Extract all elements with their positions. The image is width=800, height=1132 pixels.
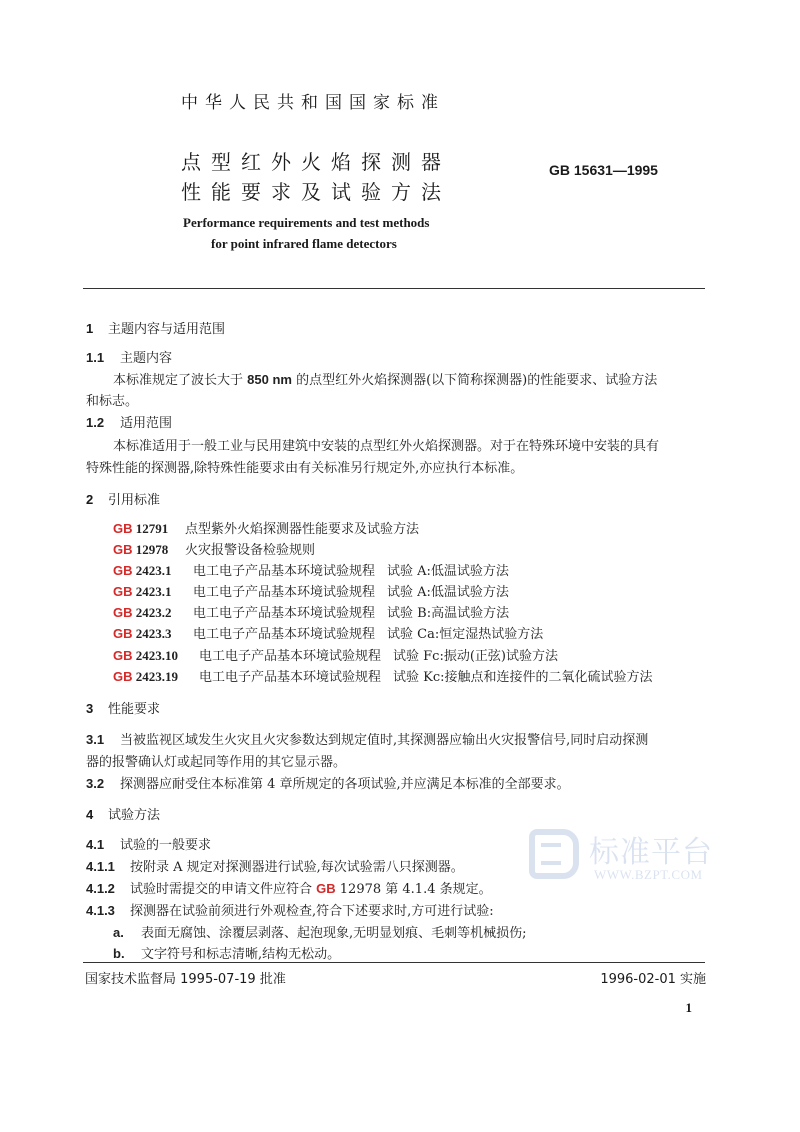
reference-row: [113, 623, 543, 642]
ref-title: 电工电子产品基本环境试验规程: [199, 670, 382, 685]
title-en-line1: Performance requirements and test methods: [183, 215, 430, 230]
gb-prefix: GB: [113, 605, 133, 620]
ref-test: 试验 Fc: [393, 649, 440, 664]
gb-prefix: GB: [113, 626, 133, 641]
paragraph-3-1-line1: [86, 729, 648, 748]
ref-test-title: :恒定湿热试验方法: [434, 627, 544, 642]
text: 探测器在试验前须进行外观检查,符合下述要求时,方可进行试验:: [130, 904, 494, 919]
paragraph-1-2-line2: 特殊性能的探测器,除特殊性能要求由有关标准另行规定外,亦应执行本标准。: [86, 461, 524, 476]
ref-code: 2423.1: [135, 563, 172, 578]
subsection-title: 主题内容: [120, 351, 173, 366]
page-number: 1: [685, 1000, 692, 1015]
subsection-number: 4.1.2: [86, 881, 115, 896]
paragraph-1-1-line2: 和标志。: [86, 394, 139, 409]
paragraph-4-1-3: [86, 900, 494, 919]
ref-test-title: :低温试验方法: [426, 564, 509, 579]
text: 当被监视区域发生火灾且火灾参数达到规定值时,其探测器应输出火灾报警信号,同时启动探测: [120, 733, 649, 748]
gb-prefix: GB: [113, 542, 133, 557]
ref-test: 试验 A: [387, 585, 427, 600]
ref-test: 试验 Ca: [387, 627, 435, 642]
ref-code: 12791: [135, 521, 169, 536]
text: 试验时需提交的申请文件应符合: [130, 882, 317, 897]
list-label: a.: [113, 925, 124, 940]
ref-title: 火灾报警设备检验规则: [185, 543, 316, 558]
standard-number: GB 15631—1995: [549, 162, 658, 178]
ref-code: 2423.19: [135, 669, 178, 684]
title-cn-line2: 性能要求及试验方法: [181, 180, 451, 204]
ref-test-title: :高温试验方法: [426, 606, 510, 621]
subsection-number: 1.1: [86, 350, 105, 365]
reference-row: [113, 602, 509, 621]
footer-divider: [83, 962, 705, 963]
ref-test: 试验 Kc: [393, 670, 441, 685]
paragraph-3-1-line2: 器的报警确认灯或起同等作用的其它显示器。: [86, 755, 347, 770]
section-title: 引用标准: [108, 493, 161, 508]
ref-title: 电工电子产品基本环境试验规程: [193, 564, 376, 579]
reference-row: [113, 666, 653, 685]
subsection-1-1-heading: [86, 347, 172, 366]
gb-prefix: GB: [113, 584, 133, 599]
paragraph-1-1-line1: [113, 369, 657, 388]
reference-row: [113, 518, 419, 537]
ref-test-title: :低温试验方法: [426, 585, 509, 600]
list-item: [113, 922, 527, 941]
ref-title: 电工电子产品基本环境试验规程: [193, 606, 376, 621]
section-number: 1: [86, 321, 94, 336]
reference-row: [113, 581, 509, 600]
title-en-line2: for point infrared flame detectors: [211, 236, 397, 251]
paragraph-1-2-line1: 本标准适用于一般工业与民用建筑中安装的点型红外火焰探测器。对于在特殊环境中安装的具有: [113, 439, 660, 454]
national-standard-label: 中华人民共和国国家标准: [181, 93, 445, 113]
subsection-4-1-heading: [86, 834, 211, 853]
section-title: 性能要求: [108, 702, 161, 717]
reference-row: [113, 645, 558, 664]
wavelength-value: 850 nm: [247, 372, 292, 387]
list-item: [113, 943, 340, 962]
text: 本标准规定了波长大于: [113, 373, 248, 388]
subsection-number: 4.1.3: [86, 903, 115, 918]
ref-code: 2423.2: [135, 605, 172, 620]
watermark-text-cn: 标准平台: [589, 835, 713, 870]
ref-title: 电工电子产品基本环境试验规程: [199, 649, 382, 664]
paragraph-3-2: [86, 773, 570, 792]
section-2-heading: [86, 489, 160, 508]
gb-prefix: GB: [113, 521, 133, 536]
text: 的点型红外火焰探测器(以下简称探测器)的性能要求、试验方法: [291, 373, 658, 388]
watermark-text-en: WWW.BZPT.COM: [594, 867, 703, 882]
ref-code: 2423.1: [135, 584, 172, 599]
gb-prefix: GB: [113, 669, 133, 684]
ref-test: 试验 A: [387, 564, 427, 579]
ref-code: 2423.3: [135, 626, 172, 641]
subsection-title: 适用范围: [120, 416, 173, 431]
text: 探测器应耐受住本标准第 4 章所规定的各项试验,并应满足本标准的全部要求。: [120, 777, 570, 792]
section-4-heading: [86, 804, 160, 823]
section-3-heading: [86, 698, 160, 717]
ref-title: 电工电子产品基本环境试验规程: [193, 627, 376, 642]
reference-row: [113, 539, 315, 558]
section-1-heading: [86, 318, 225, 337]
list-text: 文字符号和标志清晰,结构无松动。: [141, 947, 341, 962]
approval-date: 国家技术监督局 1995-07-19 批准: [85, 972, 286, 987]
list-text: 表面无腐蚀、涂覆层剥落、起泡现象,无明显划痕、毛刺等机械损伤;: [141, 926, 527, 941]
ref-test: 试验 B: [387, 606, 427, 621]
paragraph-4-1-1: [86, 856, 464, 875]
ref-test-title: :接触点和连接件的二氧化硫试验方法: [440, 670, 653, 685]
subsection-number: 3.1: [86, 732, 105, 747]
ref-code: 12978: [135, 542, 169, 557]
section-title: 主题内容与适用范围: [108, 322, 226, 337]
reference-row: [113, 560, 509, 579]
subsection-number: 1.2: [86, 415, 105, 430]
subsection-number: 3.2: [86, 776, 105, 791]
list-label: b.: [113, 946, 125, 961]
gb-prefix: GB: [316, 881, 336, 896]
ref-title: 电工电子产品基本环境试验规程: [193, 585, 376, 600]
text: 按附录 A 规定对探测器进行试验,每次试验需八只探测器。: [130, 860, 464, 875]
subsection-1-2-heading: [86, 412, 172, 431]
gb-prefix: GB: [113, 563, 133, 578]
title-cn-line1: 点型红外火焰探测器: [181, 150, 451, 174]
text: 12978 第 4.1.4 条规定。: [335, 882, 492, 897]
ref-title: 点型紫外火焰探测器性能要求及试验方法: [185, 522, 420, 537]
subsection-title: 试验的一般要求: [120, 838, 212, 853]
subsection-number: 4.1.1: [86, 859, 115, 874]
watermark: [523, 827, 723, 887]
gb-prefix: GB: [113, 648, 133, 663]
subsection-number: 4.1: [86, 837, 105, 852]
bzpt-logo-icon: [529, 829, 579, 879]
section-title: 试验方法: [108, 808, 161, 823]
section-number: 2: [86, 492, 94, 507]
paragraph-4-1-2: [86, 878, 492, 897]
implementation-date: 1996-02-01 实施: [600, 972, 706, 987]
section-number: 3: [86, 701, 94, 716]
header-divider: [83, 288, 705, 289]
ref-code: 2423.10: [135, 648, 178, 663]
ref-test-title: :振动(正弦)试验方法: [439, 649, 558, 664]
section-number: 4: [86, 807, 94, 822]
